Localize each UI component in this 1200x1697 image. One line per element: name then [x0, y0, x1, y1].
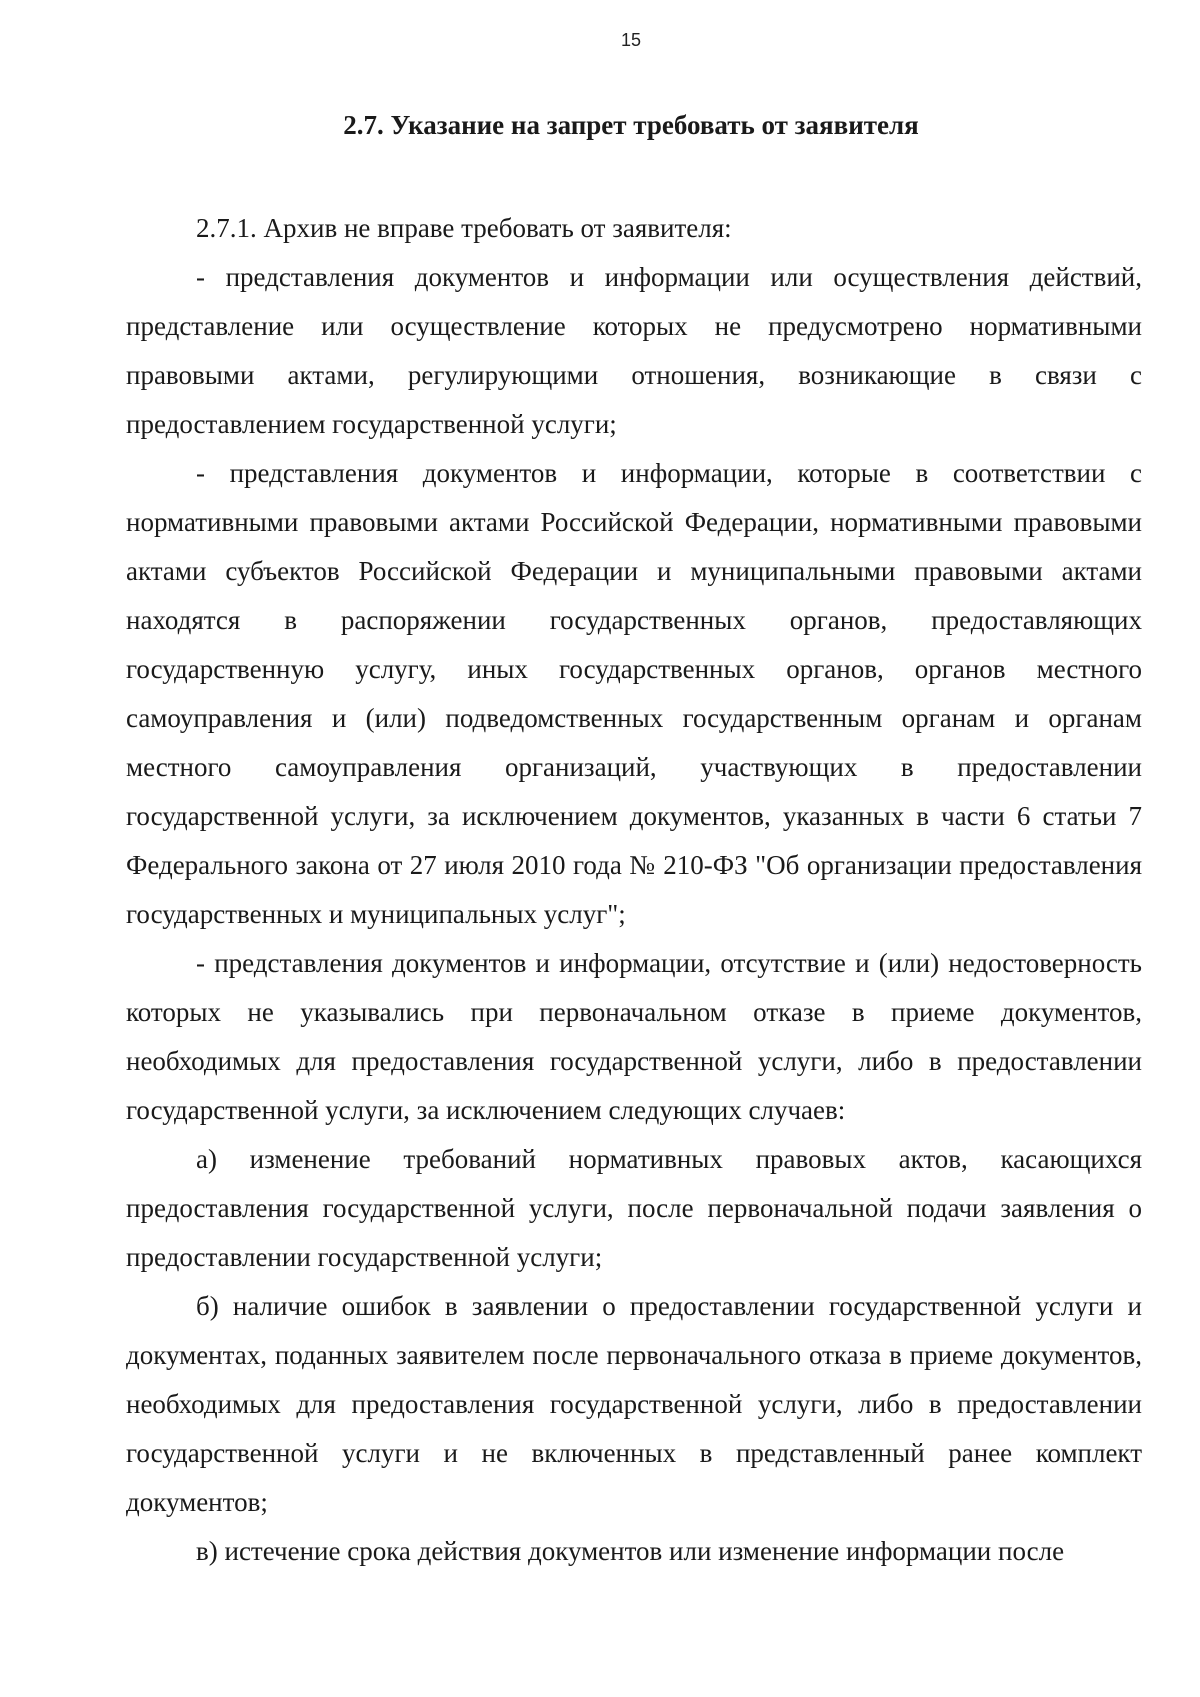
- page-number: 15: [620, 30, 642, 50]
- paragraph: б) наличие ошибок в заявлении о предоставлении государственной услуги и документах, поданных заявителем после первоначального отказа в приеме документов, необходимых для предоставления государственной услуги, либо в предоставлении государственной услуги и не включенных в представленный ранее комплект документов;: [126, 1291, 1142, 1517]
- section-title: 2.7. Указание на запрет требовать от заявителя: [343, 110, 919, 140]
- paragraph: в) истечение срока действия документов или изменение информации после: [196, 1536, 1065, 1566]
- paragraph: - представления документов и информации или осуществления действий, представление или осуществление которых не предусмотрено нормативными правовыми актами, регулирующими отношения, возникающие в связи с предоставлением государственной услуги;: [126, 262, 1142, 439]
- document-body: [126, 204, 1142, 1576]
- paragraph: - представления документов и информации, которые в соответствии с нормативными правовыми актами Российской Федерации, нормативными правовыми актами субъектов Российской Федерации и муниципальными правовыми актами находятся в распоряжении государственных органов, предоставляющих государственную услугу, иных государственных органов, органов местного самоуправления и (или) подведомственных государственным органам и органам местного самоуправления организаций, участвующих в предоставлении государственной услуги, за исключением документов, указанных в части 6 статьи 7 Федерального закона от 27 июля 2010 года № 210-ФЗ "Об организации предоставления государственных и муниципальных услуг";: [126, 458, 1142, 929]
- paragraph: - представления документов и информации, отсутствие и (или) недостоверность которых не указывались при первоначальном отказе в приеме документов, необходимых для предоставления государственной услуги, либо в предоставлении государственной услуги, за исключением следующих случаев:: [126, 948, 1142, 1125]
- paragraph: 2.7.1. Архив не вправе требовать от заявителя:: [196, 213, 732, 243]
- paragraph: а) изменение требований нормативных правовых актов, касающихся предоставления государственной услуги, после первоначальной подачи заявления о предоставлении государственной услуги;: [126, 1144, 1142, 1272]
